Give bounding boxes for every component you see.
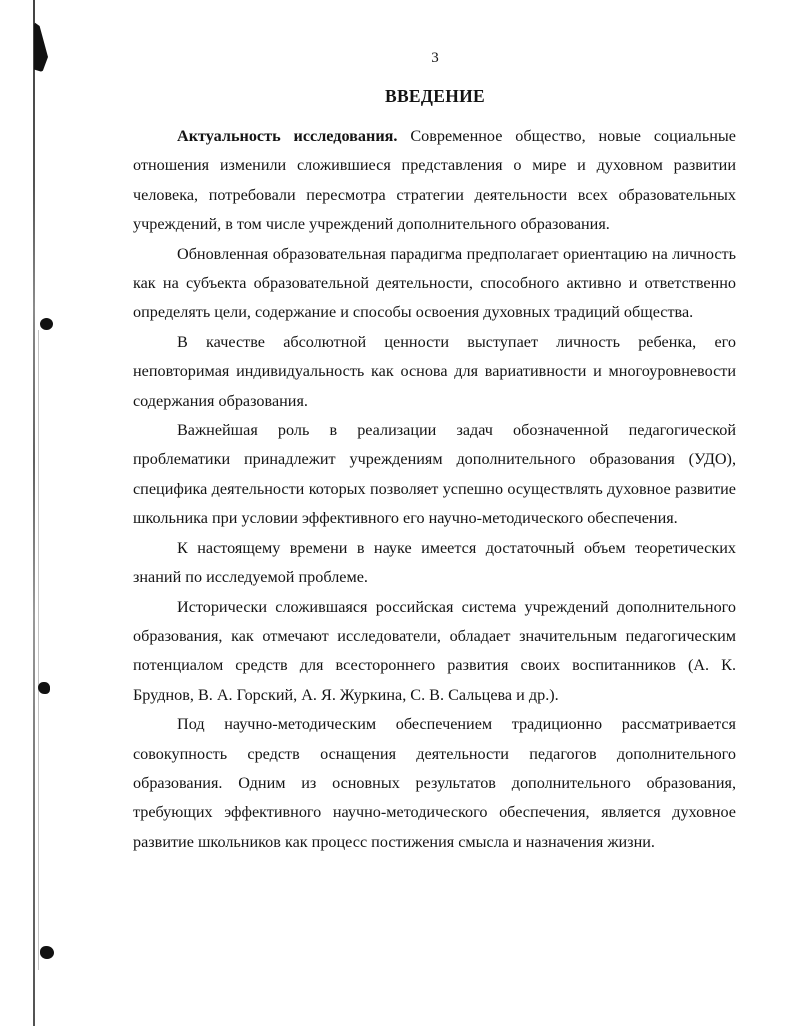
paragraph: Важнейшая роль в реализации задач обозначенной педагогической проблематики принадлежит учреждениям дополнительного образования (УДО), специфика деятельности которых позволяет успешно осуществлять духовное развитие школьника при условии эффективного его научно-методического обеспечения. — [133, 421, 736, 528]
scan-artifact-mark — [40, 946, 54, 959]
paragraph-lead: Актуальность исследования. — [177, 127, 398, 145]
paragraph: В качестве абсолютной ценности выступает личность ребенка, его неповторимая индивидуальность как основа для вариативности и многоуровневости содержания образования. — [133, 332, 736, 410]
scan-edge-line-secondary — [38, 330, 39, 970]
paragraph: Под научно-методическим обеспечением традиционно рассматривается совокупность средств оснащения деятельности педагогов дополнительного образования. Одним из основных результатов дополнительного образования, требующих эффективного научно-методического обеспечения, является духовное развитие школьников как процесс постижения смысла и назначения жизни. — [133, 715, 736, 851]
paragraph: Обновленная образовательная парадигма предполагает ориентацию на личность как на субъекта образовательной деятельности, способного активно и ответственно определять цели, содержание и способы освоения духовных традиций общества. — [133, 244, 736, 322]
scan-edge-line — [33, 0, 35, 1026]
paragraph: Исторически сложившаяся российская система учреждений дополнительного образования, как отмечают исследователи, обладает значительным педагогическим потенциалом средств для всестороннего развития своих воспитанников (А. К. Бруднов, В. А. Горский, А. Я. Журкина, С. В. Сальцева и др.). — [133, 597, 736, 704]
body-text — [133, 122, 736, 857]
paragraph — [133, 122, 736, 240]
scan-artifact-mark — [38, 682, 50, 694]
page-title: ВВЕДЕНИЕ — [384, 86, 486, 106]
page-number: 3 — [431, 50, 439, 66]
paragraph-text: Современное общество, новые социальные отношения изменили сложившиеся представления о мире и духовном развитии человека, потребовали пересмотра стратегии деятельности всех образовательных учреждений, в том числе учреждений дополнительного образования. — [133, 127, 736, 234]
paragraph: К настоящему времени в науке имеется достаточный объем теоретических знаний по исследуемой проблеме. — [133, 538, 736, 587]
scan-artifact-mark — [40, 318, 53, 330]
